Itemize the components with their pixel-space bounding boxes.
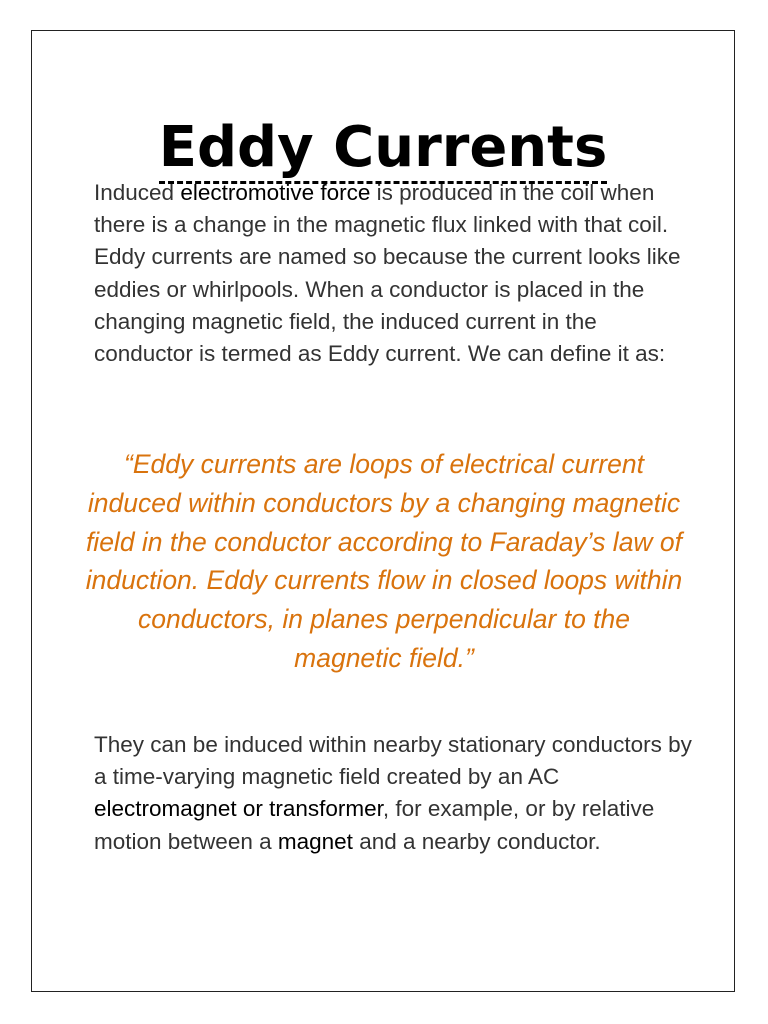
intro-text-1: Induced <box>94 180 181 205</box>
definition-quote: “Eddy currents are loops of electrical current induced within conductors by a changing magnetic field in the conductor according to Faraday’s law of induction. Eddy currents flow in closed loops within conductors, in planes perpendicular to the magnetic field.” <box>85 449 683 673</box>
induction-text-1: They can be induced within nearby stationary conductors by a time-varying magnetic field created by an AC <box>94 732 692 790</box>
link-electromotive-force[interactable]: electromotive force <box>180 180 371 205</box>
link-magnet[interactable]: magnet <box>277 828 353 854</box>
induction-text-2: , for example, or by relative motion between a <box>94 796 655 854</box>
intro-text-2: is produced in the coil when there is a change in the magnetic flux linked with that coil. Eddy currents are named so because the current looks like eddies or whirlpools. When a conductor is placed in the changing magnetic field, the induced current in the conductor is termed as Eddy current. We can define it as: <box>94 180 681 367</box>
induction-paragraph <box>94 729 694 858</box>
page-title-text: Eddy Currents <box>159 115 608 184</box>
induction-text-3: and a nearby conductor. <box>352 828 601 854</box>
page-title <box>32 113 734 184</box>
link-electromagnet-or-transformer[interactable]: electromagnet or transformer <box>94 796 383 822</box>
intro-paragraph <box>94 177 694 370</box>
document-page <box>31 30 735 992</box>
